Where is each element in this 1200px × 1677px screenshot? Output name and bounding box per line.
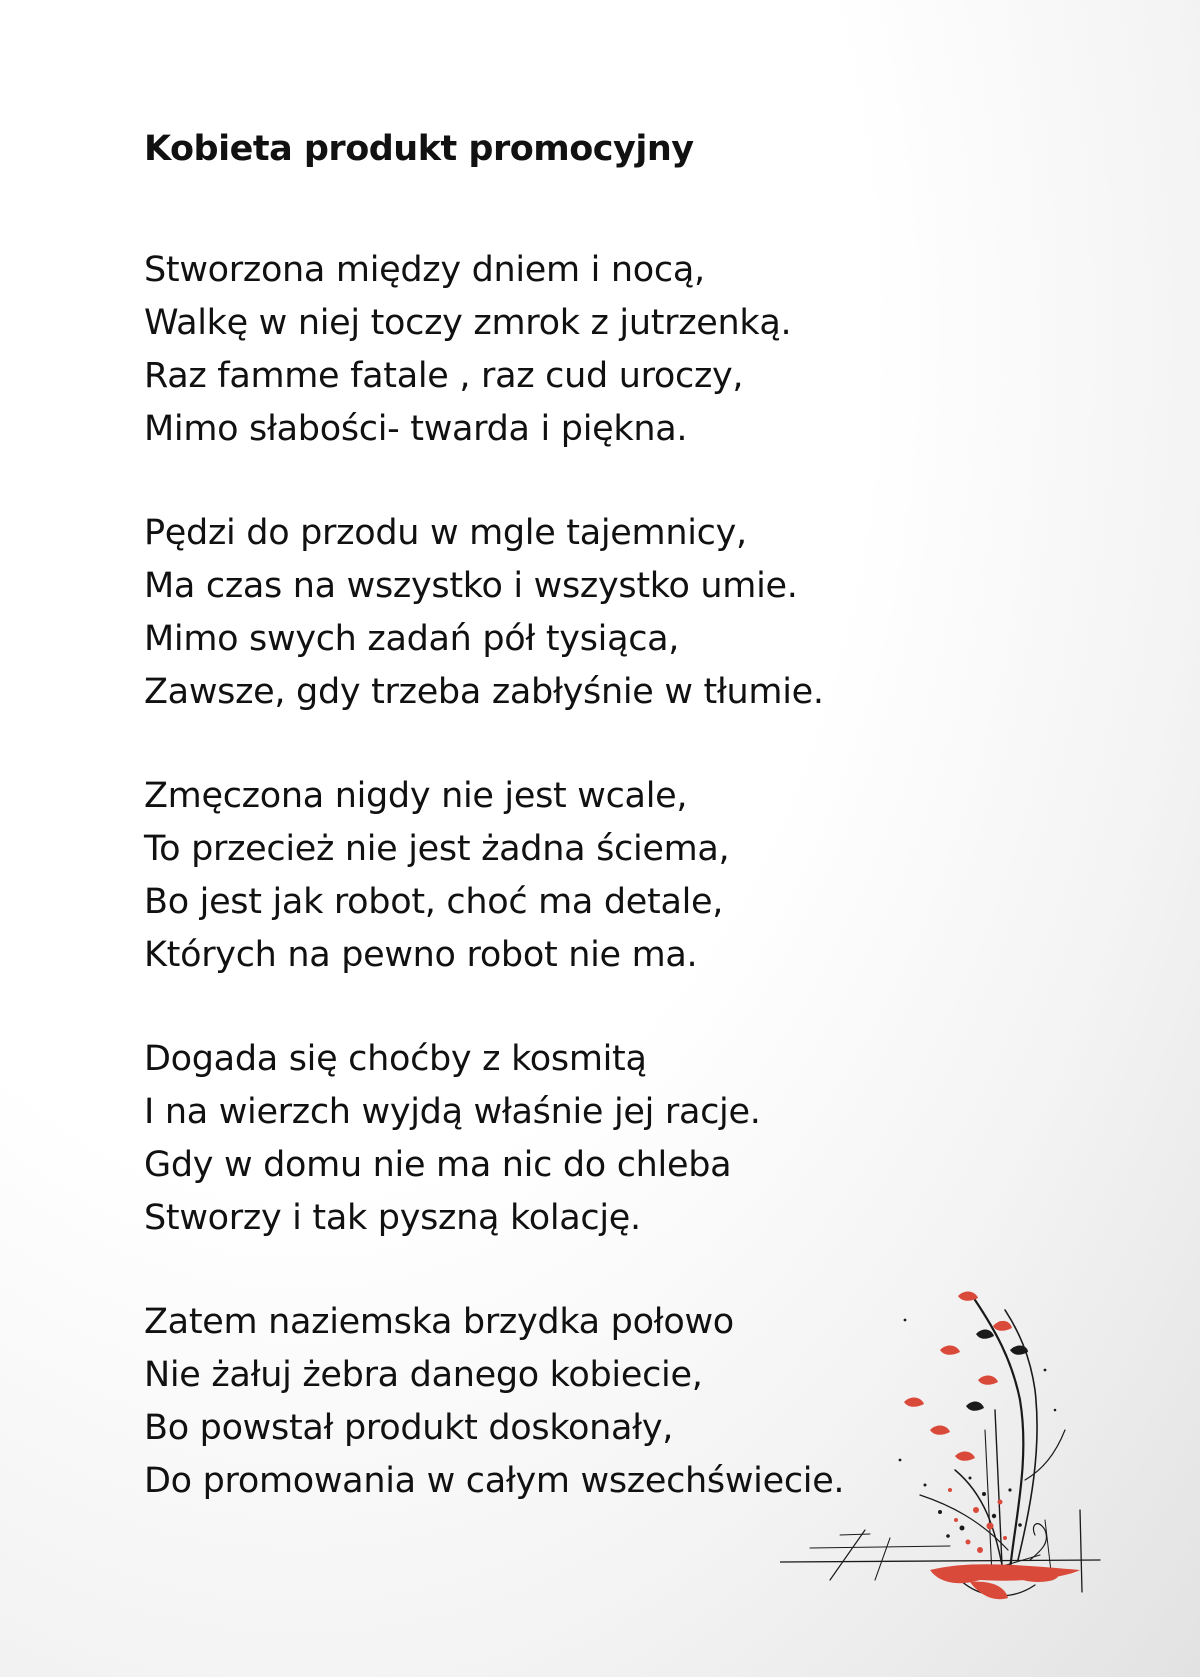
poem-line: Zatem naziemska brzydka połowo [144, 1302, 734, 1342]
stanza [144, 244, 1044, 456]
poem-line: Zawsze, gdy trzeba zabłyśnie w tłumie. [144, 672, 824, 712]
poem-line: Których na pewno robot nie ma. [144, 935, 698, 975]
stanza [144, 1033, 1044, 1245]
poem-line: Dogada się choćby z kosmitą [144, 1039, 647, 1079]
poem-line: To przecież nie jest żadna ściema, [144, 829, 730, 869]
poem-title: Kobieta produkt promocyjny [144, 129, 694, 169]
poem-line: Zmęczona nigdy nie jest wcale, [144, 776, 688, 816]
stanza [144, 507, 1044, 719]
poem-line: Mimo swych zadań pół tysiąca, [144, 619, 680, 659]
poem-line: Ma czas na wszystko i wszystko umie. [144, 566, 798, 606]
poem-line: Stworzona między dniem i nocą, [144, 250, 705, 290]
poem-line: Stworzy i tak pyszną kolację. [144, 1198, 641, 1238]
poem-line: Pędzi do przodu w mgle tajemnicy, [144, 513, 747, 553]
poem-line: Do promowania w całym wszechświecie. [144, 1461, 845, 1501]
poem-line: Mimo słabości- twarda i piękna. [144, 409, 688, 449]
poem-line: Bo jest jak robot, choć ma detale, [144, 882, 724, 922]
poem-line: Gdy w domu nie ma nic do chleba [144, 1145, 732, 1185]
stanza [144, 770, 1044, 982]
poem-line: Walkę w niej toczy zmrok z jutrzenką. [144, 303, 792, 343]
poem-line: Nie żałuj żebra danego kobiecie, [144, 1355, 703, 1395]
ink-tree-branch-icon [780, 1280, 1180, 1620]
poem-line: Bo powstał produkt doskonały, [144, 1408, 674, 1448]
poem-line: I na wierzch wyjdą właśnie jej racje. [144, 1092, 761, 1132]
poem-line: Raz famme fatale , raz cud uroczy, [144, 356, 744, 396]
